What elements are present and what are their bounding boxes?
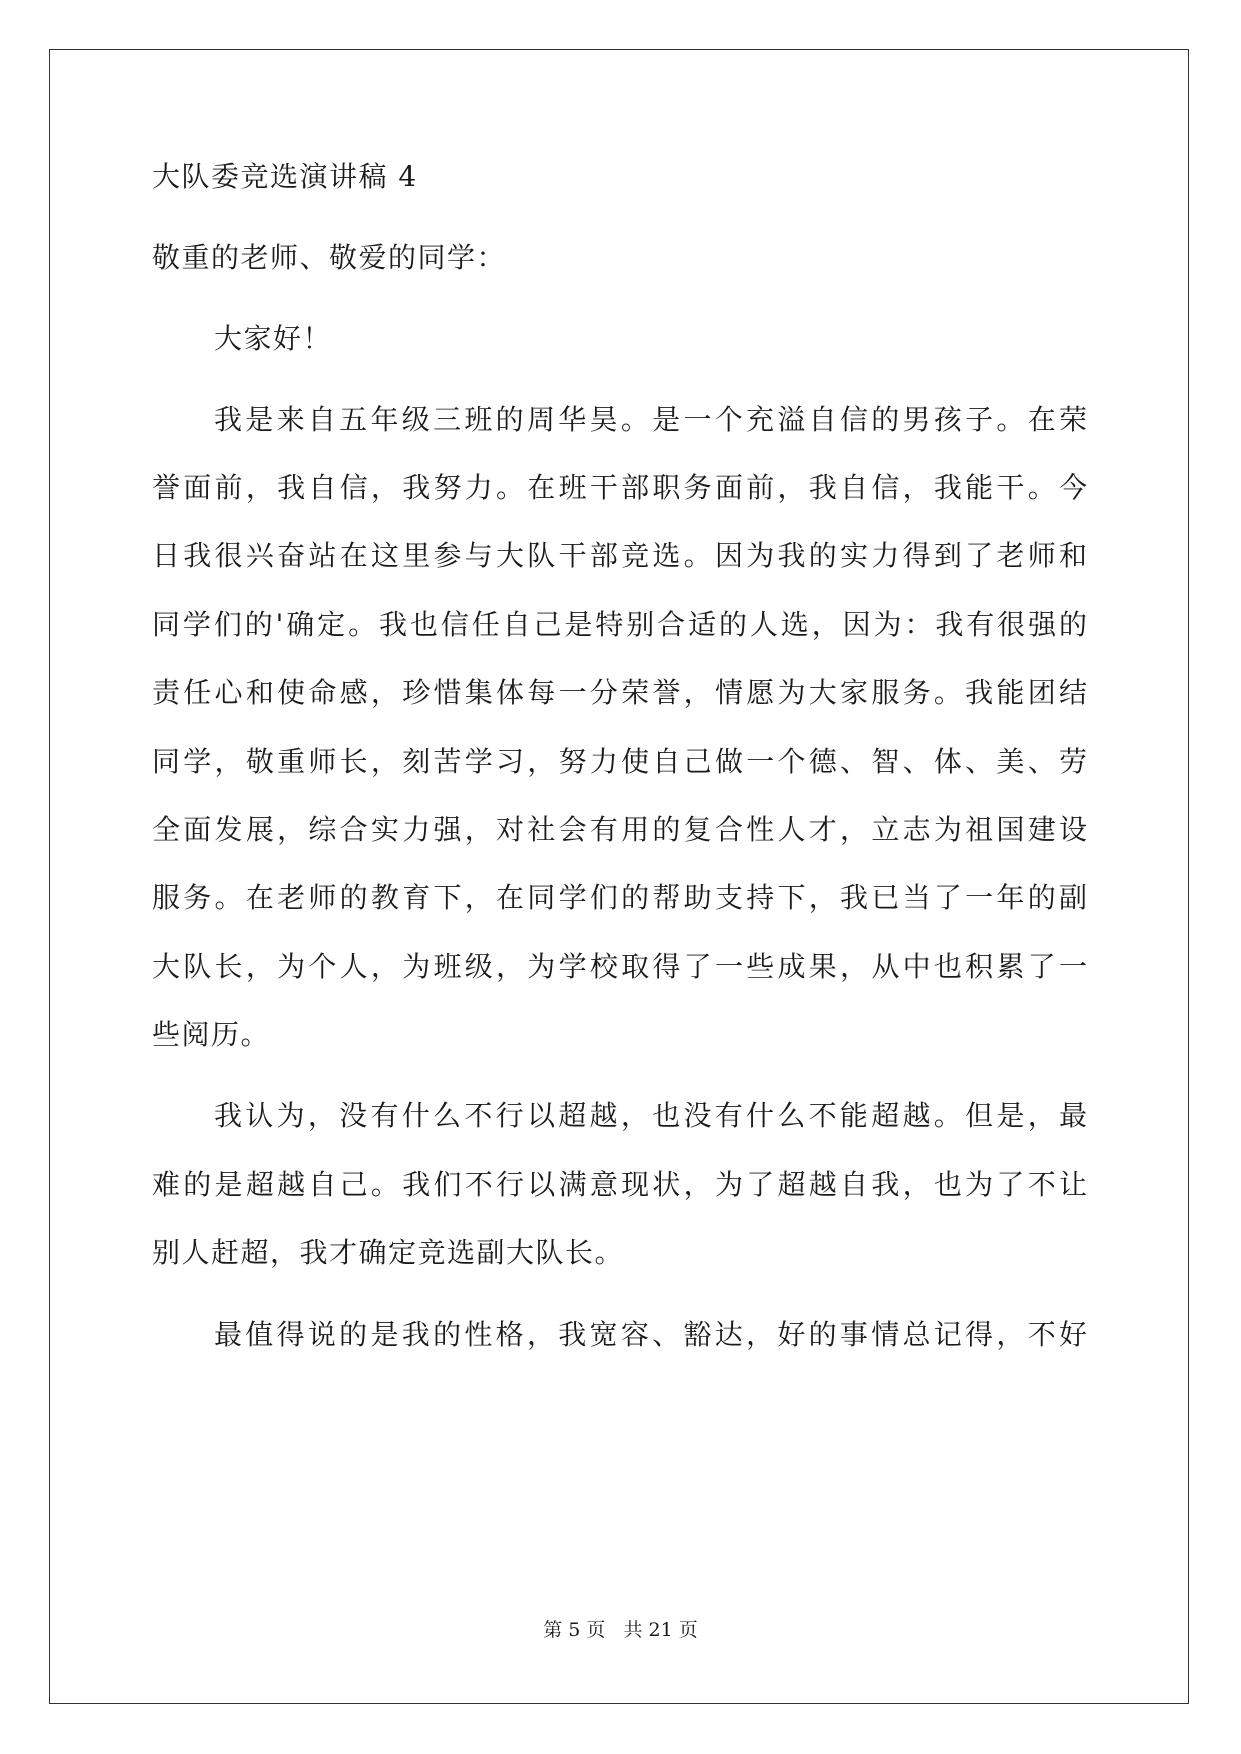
paragraph-line: 责任心和使命感，珍惜集体每一分荣誉，情愿为大家服务。我能团结 [152,676,1087,709]
paragraph-line: 些阅历。 [152,1018,271,1051]
page-count: 共 21 页 [623,1619,698,1641]
salutation: 敬重的老师、敬爱的同学： [152,241,507,274]
page-footer [0,1618,1241,1642]
paragraph-line: 别人赶超，我才确定竞选副大队长。 [152,1236,625,1269]
paragraph-line: 大家好！ [214,322,333,355]
document-title: 大队委竞选演讲稿 4 [152,160,418,193]
paragraph-line: 全面发展，综合实力强，对社会有用的复合性人才，立志为祖国建设 [152,813,1087,846]
paragraph-line: 我认为，没有什么不行以超越，也没有什么不能超越。但是，最 [214,1099,1087,1132]
paragraph-line: 日我很兴奋站在这里参与大队干部竞选。因为我的实力得到了老师和 [152,539,1087,572]
paragraph-line: 同学们的'确定。我也信任自己是特别合适的人选，因为：我有很强的 [152,608,1087,641]
page-frame [49,49,1189,1704]
paragraph-line: 服务。在老师的教育下，在同学们的帮助支持下，我已当了一年的副 [152,881,1087,914]
paragraph-line: 最值得说的是我的性格，我宽容、豁达，好的事情总记得，不好 [214,1318,1087,1351]
paragraph-line: 同学，敬重师长，刻苦学习，努力使自己做一个德、智、体、美、劳 [152,745,1087,778]
paragraph-line: 誉面前，我自信，我努力。在班干部职务面前，我自信，我能干。今 [152,471,1087,504]
paragraph-line: 难的是超越自己。我们不行以满意现状，为了超越自我，也为了不让 [152,1168,1087,1201]
paragraph-line: 大队长，为个人，为班级，为学校取得了一些成果，从中也积累了一 [152,950,1087,983]
page-number: 第 5 页 [543,1619,606,1641]
paragraph-line: 我是来自五年级三班的周华昊。是一个充溢自信的男孩子。在荣 [214,403,1087,436]
